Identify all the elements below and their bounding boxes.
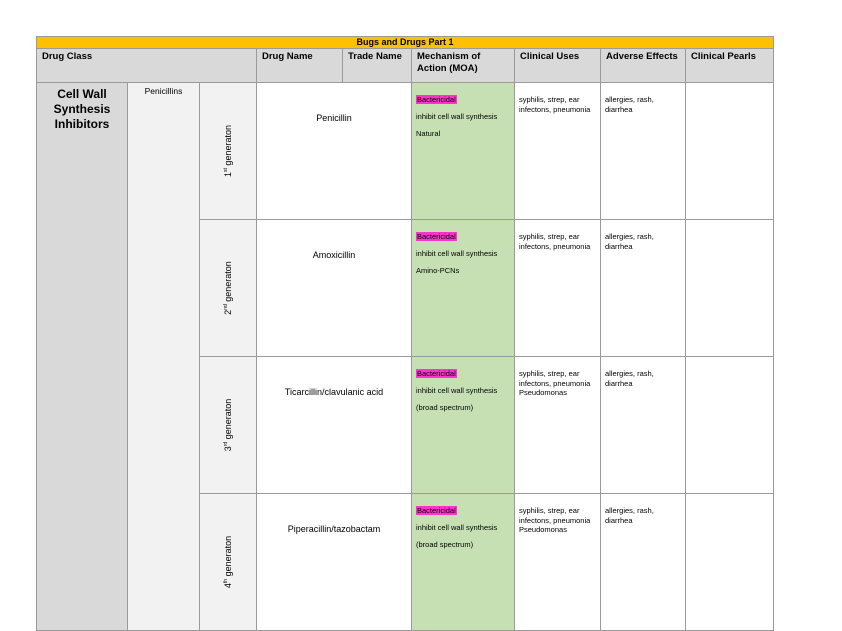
clinical-uses-cell: syphilis, strep, ear infectons, pneumonia Pseudomonas bbox=[515, 357, 601, 494]
header-adverse-effects: Adverse Effects bbox=[601, 49, 686, 83]
moa-cell bbox=[412, 494, 515, 631]
table-row bbox=[37, 83, 774, 220]
drug-class-label: Cell Wall Synthesis Inhibitors bbox=[53, 87, 111, 131]
clinical-uses-cell: syphilis, strep, ear infectons, pneumonia bbox=[515, 220, 601, 357]
moa-note: (broad spectrum) bbox=[416, 540, 474, 549]
table-title: Bugs and Drugs Part 1 bbox=[37, 37, 774, 49]
generation-cell bbox=[200, 494, 257, 631]
drug-name-cell: Piperacillin/tazobactam bbox=[257, 494, 412, 631]
adverse-effects-cell: allergies, rash, diarrhea bbox=[601, 494, 686, 631]
generation-cell bbox=[200, 220, 257, 357]
header-moa: Mechanism of Action (MOA) bbox=[412, 49, 515, 83]
moa-description: inhibit cell wall synthesis bbox=[416, 386, 498, 395]
generation-label: 3rd generaton bbox=[223, 398, 233, 452]
generation-cell bbox=[200, 83, 257, 220]
moa-note: Amino-PCNs bbox=[416, 266, 460, 275]
bactericidal-badge: Bactericidal bbox=[417, 232, 456, 241]
clinical-pearls-cell bbox=[686, 83, 774, 220]
moa-description: inhibit cell wall synthesis bbox=[416, 112, 498, 121]
generation-label: 4th generaton bbox=[223, 535, 233, 589]
subclass-label: Penicillins bbox=[144, 86, 183, 96]
drug-class-cell bbox=[37, 83, 128, 631]
moa-cell bbox=[412, 83, 515, 220]
bactericidal-badge: Bactericidal bbox=[417, 506, 456, 515]
header-clinical-uses: Clinical Uses bbox=[515, 49, 601, 83]
adverse-effects-cell: allergies, rash, diarrhea bbox=[601, 220, 686, 357]
generation-cell bbox=[200, 357, 257, 494]
drug-table-sheet bbox=[36, 36, 773, 631]
header-drug-name: Drug Name bbox=[257, 49, 343, 83]
header-drug-class: Drug Class bbox=[37, 49, 257, 83]
subclass-cell bbox=[128, 83, 200, 631]
clinical-pearls-cell bbox=[686, 494, 774, 631]
moa-description: inhibit cell wall synthesis bbox=[416, 523, 498, 532]
generation-label: 1st generaton bbox=[223, 125, 233, 177]
bactericidal-badge: Bactericidal bbox=[417, 369, 456, 378]
header-trade-name: Trade Name bbox=[343, 49, 412, 83]
header-clinical-pearls: Clinical Pearls bbox=[686, 49, 774, 83]
adverse-effects-cell: allergies, rash, diarrhea bbox=[601, 83, 686, 220]
drug-table bbox=[36, 36, 774, 631]
clinical-uses-cell: syphilis, strep, ear infectons, pneumonia Pseudomonas bbox=[515, 494, 601, 631]
drug-name-cell: Amoxicillin bbox=[257, 220, 412, 357]
bactericidal-badge: Bactericidal bbox=[417, 95, 456, 104]
moa-note: Natural bbox=[416, 129, 441, 138]
generation-label: 2nd generaton bbox=[223, 261, 233, 315]
adverse-effects-cell: allergies, rash, diarrhea bbox=[601, 357, 686, 494]
clinical-pearls-cell bbox=[686, 220, 774, 357]
drug-name-cell: Ticarcillin/clavulanic acid bbox=[257, 357, 412, 494]
moa-cell bbox=[412, 357, 515, 494]
moa-description: inhibit cell wall synthesis bbox=[416, 249, 498, 258]
moa-note: (broad spectrum) bbox=[416, 403, 474, 412]
drug-name-cell: Penicillin bbox=[257, 83, 412, 220]
clinical-uses-cell: syphilis, strep, ear infectons, pneumonia bbox=[515, 83, 601, 220]
moa-cell bbox=[412, 220, 515, 357]
clinical-pearls-cell bbox=[686, 357, 774, 494]
